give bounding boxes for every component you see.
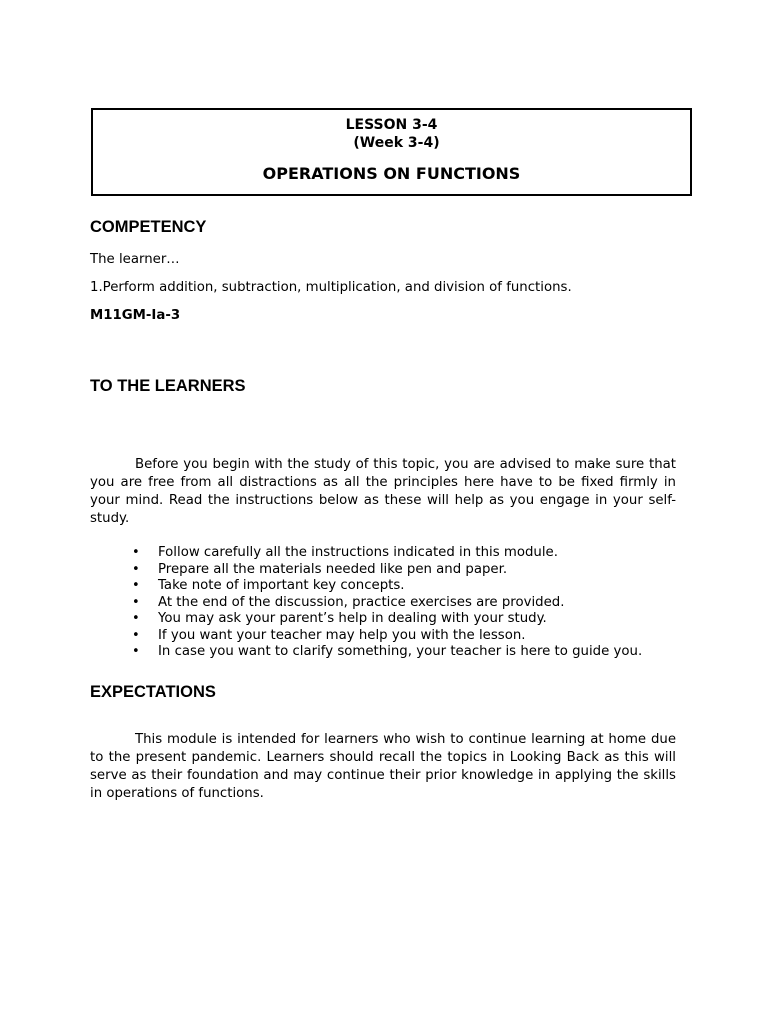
list-item-text: You may ask your parent’s help in dealing with your study. <box>158 611 547 626</box>
competency-item: 1.Perform addition, subtraction, multiplication, and division of functions. <box>90 280 572 295</box>
competency-code: M11GM-Ia-3 <box>90 308 181 323</box>
list-item-text: In case you want to clarify something, your teacher is here to guide you. <box>158 644 643 659</box>
bullet-icon: • <box>132 644 140 659</box>
list-item <box>90 611 690 628</box>
list-item-text: Follow carefully all the instructions indicated in this module. <box>158 545 558 560</box>
list-item-text: Take note of important key concepts. <box>158 578 405 593</box>
list-item-text: Prepare all the materials needed like pen and paper. <box>158 561 508 577</box>
lesson-title-box <box>91 108 692 196</box>
list-item <box>90 578 690 595</box>
bullet-icon: • <box>132 578 140 593</box>
bullet-icon: • <box>132 627 140 643</box>
list-item <box>90 644 690 661</box>
learners-paragraph: Before you begin with the study of this topic, you are advised to make sure that you are free from all distractions as all the principles here have to be fixed firmly in your mind. Read the instructions below as these will help as you engage in your self-study. <box>90 457 676 526</box>
list-item <box>90 562 690 579</box>
lesson-number: LESSON 3-4 <box>345 117 438 133</box>
list-item-text: At the end of the discussion, practice exercises are provided. <box>158 594 565 610</box>
bullet-icon: • <box>132 611 140 626</box>
list-item <box>90 545 690 562</box>
competency-intro: The learner… <box>90 252 180 267</box>
list-item <box>90 628 690 645</box>
bullet-icon: • <box>132 545 140 560</box>
list-item <box>90 595 690 612</box>
lesson-title: OPERATIONS ON FUNCTIONS <box>262 164 521 183</box>
competency-heading: COMPETENCY <box>90 218 207 236</box>
lesson-week: (Week 3-4) <box>353 135 440 151</box>
bullet-icon: • <box>132 561 140 577</box>
learners-heading: TO THE LEARNERS <box>90 377 246 395</box>
expectations-paragraph: This module is intended for learners who wish to continue learning at home due to the present pandemic. Learners should recall the topics in Looking Back as this will serve as their foundation and may continue their prior knowledge in applying the skills in operations of functions. <box>90 732 676 801</box>
bullet-icon: • <box>132 594 140 610</box>
expectations-heading: EXPECTATIONS <box>90 683 216 701</box>
list-item-text: If you want your teacher may help you with the lesson. <box>158 627 526 643</box>
instructions-list <box>90 545 690 661</box>
